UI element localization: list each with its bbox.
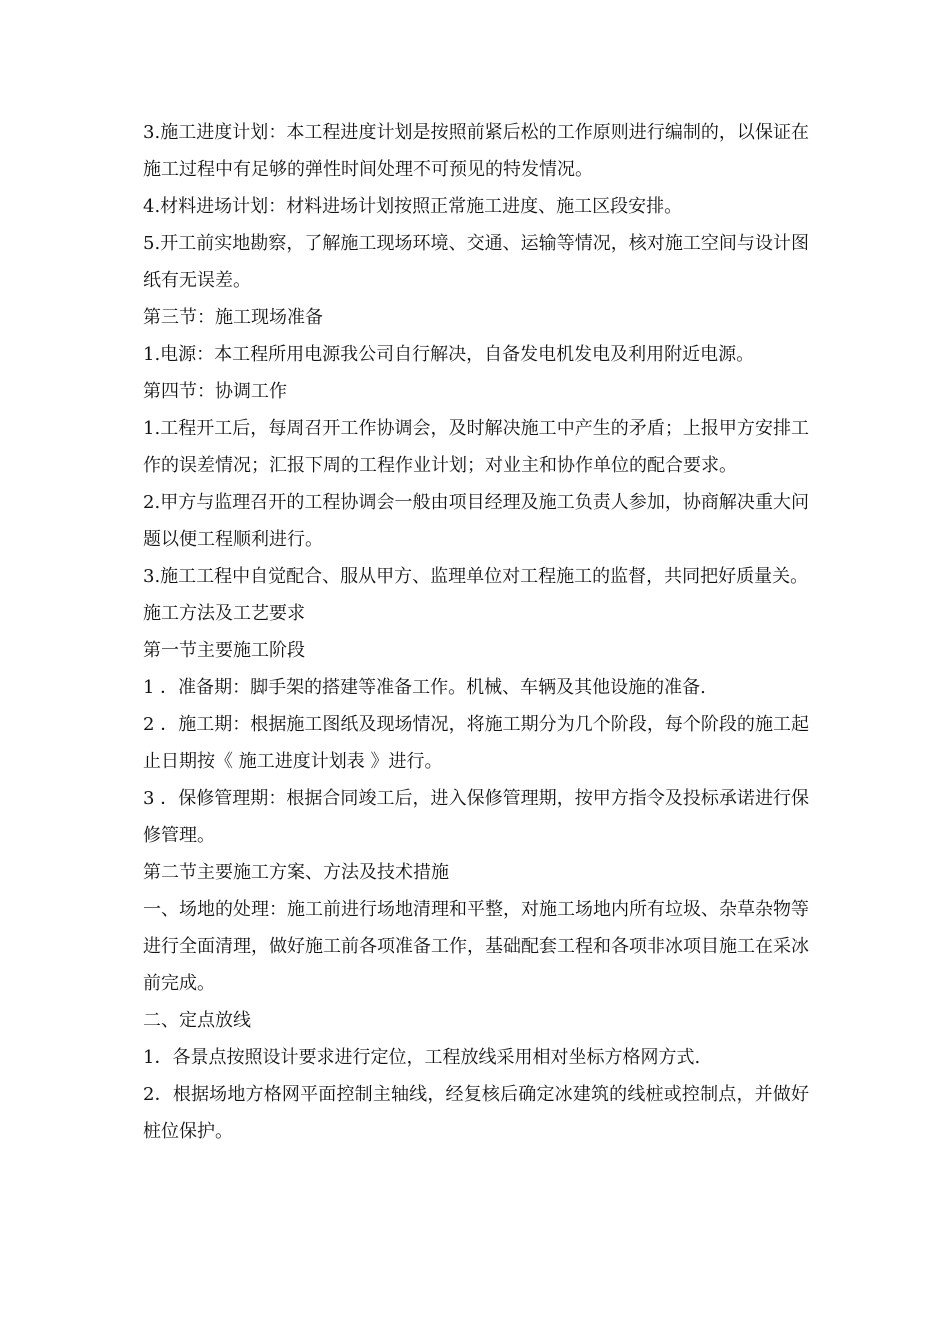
section-heading-site-prep: 第三节：施工现场准备 [143, 307, 323, 328]
list-item-warranty: 3 ．保修管理期：根据合同竣工后，进入保修管理期，按甲方指令及投标承诺进行保修管理。 [143, 788, 809, 846]
paragraph-supervision-meeting: 2.甲方与监理召开的工程协调会一般由项目经理及施工负责人参加，协商解决重大问题以便工程顺利进行。 [143, 492, 809, 550]
paragraph-power-supply: 1.电源：本工程所用电源我公司自行解决，自备发电机发电及利用附近电源。 [143, 344, 755, 365]
section-heading-main-schemes: 第二节主要施工方案、方法及技术措施 [143, 862, 449, 883]
paragraph-site-survey: 5.开工前实地勘察，了解施工现场环境、交通、运输等情况，核对施工空间与设计图纸有无误差。 [143, 233, 809, 291]
list-item-construction: 2 ．施工期：根据施工图纸及现场情况，将施工期分为几个阶段，每个阶段的施工起止日期按《 施工进度计划表 》进行。 [143, 714, 809, 772]
list-item-positioning: 1．各景点按照设计要求进行定位，工程放线采用相对坐标方格网方式. [143, 1047, 701, 1068]
list-item-grid-control: 2．根据场地方格网平面控制主轴线，经复核后确定冰建筑的线桩或控制点，并做好桩位保护。 [143, 1084, 809, 1142]
paragraph-material-plan: 4.材料进场计划：材料进场计划按照正常施工进度、施工区段安排。 [143, 196, 683, 217]
section-heading-main-phases: 第一节主要施工阶段 [143, 640, 305, 661]
document-page [143, 114, 809, 1150]
paragraph-site-treatment: 一、场地的处理：施工前进行场地清理和平整，对施工场地内所有垃圾、杂草杂物等进行全面清理，做好施工前各项准备工作，基础配套工程和各项非冰项目施工在采冰前完成。 [143, 899, 809, 994]
section-heading-coordination: 第四节：协调工作 [143, 381, 287, 402]
paragraph-quality-control: 3.施工工程中自觉配合、服从甲方、监理单位对工程施工的监督，共同把好质量关。 [143, 566, 809, 587]
paragraph-schedule-plan: 3.施工进度计划：本工程进度计划是按照前紧后松的工作原则进行编制的，以保证在施工过程中有足够的弹性时间处理不可预见的特发情况。 [143, 122, 809, 180]
list-item-preparation: 1 ．准备期：脚手架的搭建等准备工作。机械、车辆及其他设施的准备. [143, 677, 706, 698]
chapter-heading-methods: 施工方法及工艺要求 [143, 603, 305, 624]
paragraph-weekly-meeting: 1.工程开工后，每周召开工作协调会，及时解决施工中产生的矛盾；上报甲方安排工作的误差情况；汇报下周的工程作业计划；对业主和协作单位的配合要求。 [143, 418, 809, 476]
subheading-staking: 二、定点放线 [143, 1010, 251, 1031]
